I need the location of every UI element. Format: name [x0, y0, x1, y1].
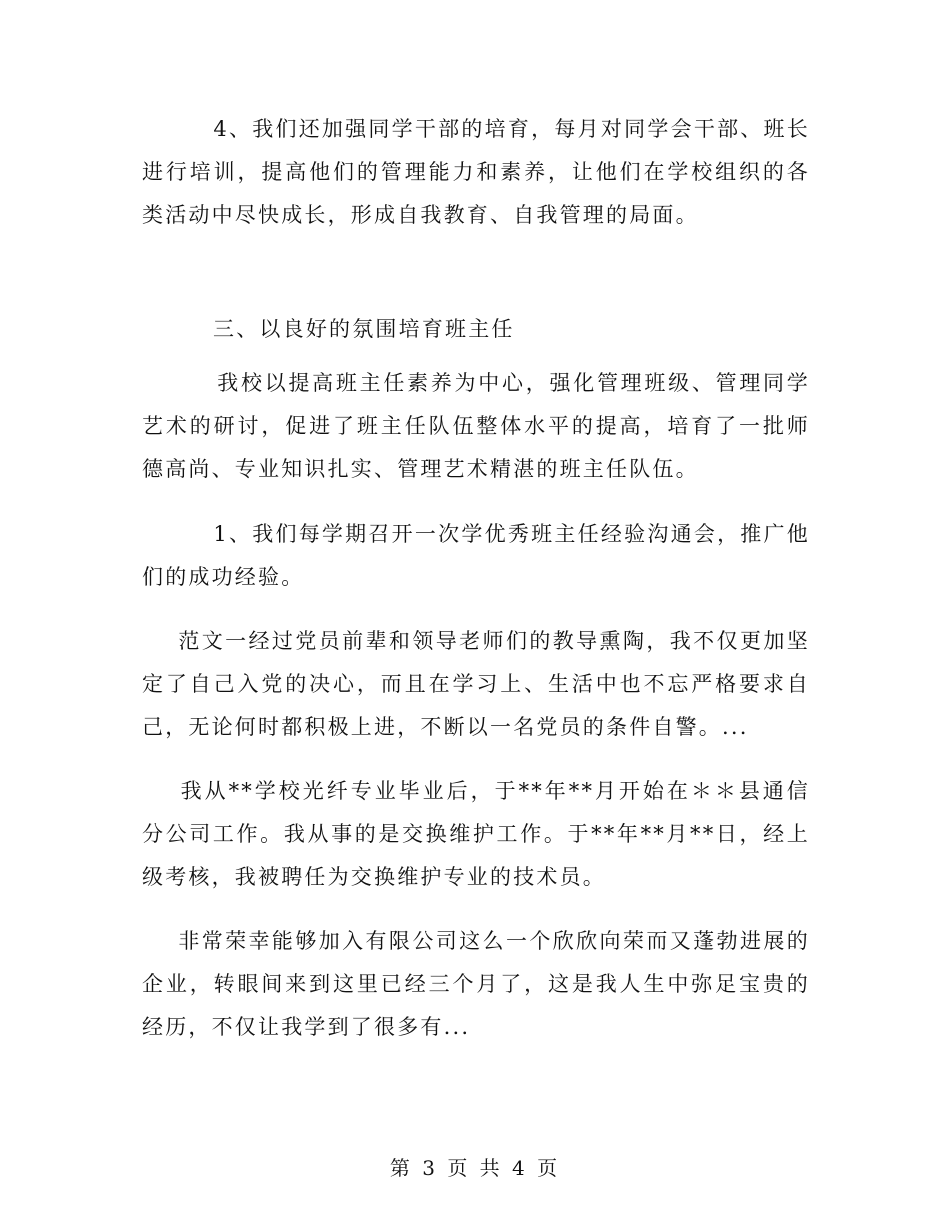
paragraph-party-member-sample: 范文一经过党员前辈和领导老师们的教导熏陶，我不仅更加坚定了自己入党的决心，而且在学习上、生活中也不忘严格要求自己，无论何时都积极上进，不断以一名党员的条件自警。... — [142, 629, 810, 739]
paragraph-technician-sample: 我从**学校光纤专业毕业后，于**年**月开始在＊＊县通信分公司工作。我从事的是交换维护工作。于**年**月**日，经上级考核，我被聘任为交换维护专业的技术员。 — [142, 779, 810, 889]
paragraph-student-cadre-training: 4、我们还加强同学干部的培育，每月对同学会干部、班长进行培训，提高他们的管理能力和素养，让他们在学校组织的各类活动中尽快成长，形成自我教育、自我管理的局面。 — [142, 117, 810, 227]
page-number-footer: 第 3 页 共 4 页 — [389, 1156, 561, 1180]
paragraph-head-teacher-quality: 我校以提高班主任素养为中心，强化管理班级、管理同学艺术的研讨，促进了班主任队伍整体水平的提高，培育了一批师德高尚、专业知识扎实、管理艺术精湛的班主任队伍。 — [142, 371, 810, 481]
section-heading-three: 三、以良好的氛围培育班主任 — [142, 317, 515, 341]
paragraph-experience-exchange: 1、我们每学期召开一次学优秀班主任经验沟通会，推广他们的成功经验。 — [142, 522, 810, 589]
paragraph-company-sample: 非常荣幸能够加入有限公司这么一个欣欣向荣而又蓬勃进展的企业，转眼间来到这里已经三个月了，这是我人生中弥足宝贵的经历，不仅让我学到了很多有... — [142, 929, 810, 1039]
